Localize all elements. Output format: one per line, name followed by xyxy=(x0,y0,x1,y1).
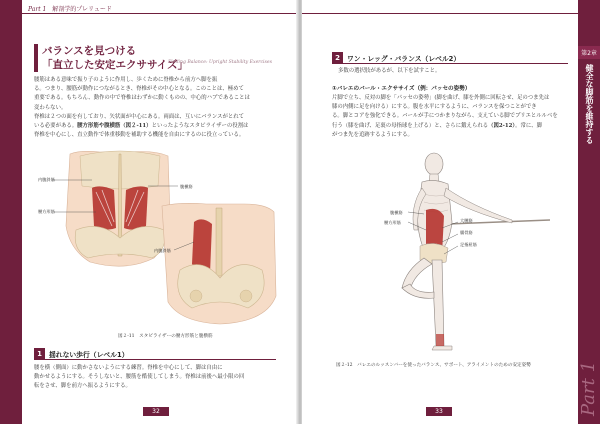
hip-socket-left xyxy=(190,290,202,302)
label-transversus-right: 腹横筋 xyxy=(390,210,403,215)
para1-line: 変わらない。 xyxy=(34,104,67,111)
para1-line: 腰筋はある意味で振り子のように作用し、歩くために脊椎から前方へ脚を振 xyxy=(34,77,218,83)
section-1-number: 1 xyxy=(34,348,45,359)
chapter-tab: 第2章 xyxy=(578,46,600,59)
title-line-1: バランスを見つける xyxy=(42,45,137,57)
front-spine xyxy=(216,208,222,276)
quadratus-lumborum-right xyxy=(124,186,148,229)
para3-line: 転をさせ、脚を前方へ振るようにする。 xyxy=(34,383,131,390)
right-para-text: 。常に、脚 xyxy=(515,122,543,129)
right-para-line: 片脚で立ち、反対の脚を「パッセの姿勢」(脚を曲げ、膝を外側に回転させ、足のつま先は xyxy=(332,95,550,101)
label-psoas-major: 大腰筋 xyxy=(460,218,473,223)
right-page xyxy=(302,0,600,424)
right-para-line xyxy=(332,122,568,131)
section-1-header xyxy=(34,348,276,360)
para2-text: いる必要がある。 xyxy=(34,123,78,130)
left-edge-band xyxy=(0,0,22,424)
part-watermark: Part 1 xyxy=(578,360,599,416)
para2-line: 脊椎を中心にし、直立動作で体重移動を補助する機能を自由にするのに役立っている。 xyxy=(34,132,245,139)
right-para-text: 行う（膝を曲げ、足裏の母指球を上げる）と、さらに鍛えられる xyxy=(332,122,489,129)
title-english: Finding Balance: Upright Stability Exercises xyxy=(168,60,272,65)
passe-thigh xyxy=(402,258,432,290)
para2-text: といったようなスタビライザーの役割は xyxy=(151,123,249,130)
para2-line: 脊椎は２つの面を有しており、矢状面が中心にある。両面は、互いにバランスがとれて xyxy=(34,114,245,120)
hip-socket-right xyxy=(240,290,252,302)
subsection-title: ①バレエのバール・エクササイズ（例：パッセの姿勢） xyxy=(332,86,471,92)
running-rule-right xyxy=(302,13,578,14)
para3-line: 動かせるようにする。そうしないと、腰筋を酷使してしまう。脊椎は前後へ最小限の回 xyxy=(34,374,245,381)
running-rule xyxy=(22,13,298,14)
label-toe-flexors: 足指屈筋 xyxy=(460,242,477,247)
quadratus-lumborum-left xyxy=(92,186,116,229)
figure-reference: 腰方形筋や腹横筋（図２-11） xyxy=(77,123,152,130)
left-page xyxy=(0,0,298,424)
chapter-vertical-title: 健全な脚筋を維持する xyxy=(585,64,594,144)
toe-flexor-highlight xyxy=(436,334,444,346)
section-2-header xyxy=(332,52,568,64)
title-line-2: 「直立した安定エクササイズ」 xyxy=(42,59,189,71)
label-quadratus-right: 腰方形筋 xyxy=(384,220,401,225)
head xyxy=(425,153,443,175)
page-title xyxy=(42,44,188,72)
running-text: 解剖学的プレリュード xyxy=(52,6,112,13)
passe-shin xyxy=(402,284,434,298)
para1-line: る。つまり、腰筋が動作につながるとき、脊椎がその中心となる。このことは、極めて xyxy=(34,86,244,93)
arm-to-barre xyxy=(444,188,512,223)
standing-leg xyxy=(432,260,444,346)
label-internal-oblique-2: 内腹斜筋 xyxy=(154,248,171,253)
right-para-line: 膝の内側に足を向ける）にする。腹を水平にするように、バランスを保つことができ xyxy=(332,104,537,111)
section-2-number: 2 xyxy=(332,52,343,63)
paragraph-right xyxy=(332,94,568,140)
label-transversus: 腹横筋 xyxy=(180,184,193,189)
para2-line xyxy=(34,122,274,131)
page-number-right: 33 xyxy=(426,407,452,416)
section-2-title: ワン・レッグ・バランス（レベル2） xyxy=(347,54,461,63)
section-1-title: 揺れない歩行（レベル1） xyxy=(49,350,129,359)
figure-2-12-caption: 図２-12 バレエのルッスンバーを使ったバランス、サポート、アライメントのための安定姿勢 xyxy=(336,363,531,368)
section-2-intro: 多数の選択肢があるが、以下を試すこと。 xyxy=(338,68,441,74)
running-head xyxy=(28,4,112,13)
running-part: Part 1 xyxy=(28,6,47,13)
para3-line: 腰を横（側面）に動かさないようにする練習。脊椎を中心にして、脚は自由に xyxy=(34,365,223,371)
paragraph-2 xyxy=(34,113,274,141)
paragraph-1 xyxy=(34,76,274,113)
paragraph-3 xyxy=(34,364,276,392)
para1-line: 重要である。もちろん、動作の中で脊椎はわずかに動くものの、中心的ハブであることは xyxy=(34,95,250,102)
page-number-left: 32 xyxy=(143,407,169,416)
label-iliacus: 腸骨筋 xyxy=(460,230,473,235)
label-quadratus: 腰方形筋 xyxy=(38,209,55,214)
right-para-line: る。脚とコアを強化できる。バールが手につかまりながら、支えている脚でプリエとルルベを xyxy=(332,113,558,120)
figure-2-11-illustration xyxy=(30,146,280,332)
right-para-line: がつま先を追跡するようにする。 xyxy=(332,131,413,138)
title-accent-bar xyxy=(34,44,38,72)
foot xyxy=(432,346,452,350)
label-internal-oblique-1: 内腹斜筋 xyxy=(38,177,55,182)
figure-2-11-caption: 図２-11 スタビライザーの腰方形筋と腹横筋 xyxy=(118,334,213,339)
figure-reference: （図2-12） xyxy=(488,122,516,129)
figure-2-12-illustration xyxy=(362,150,552,358)
